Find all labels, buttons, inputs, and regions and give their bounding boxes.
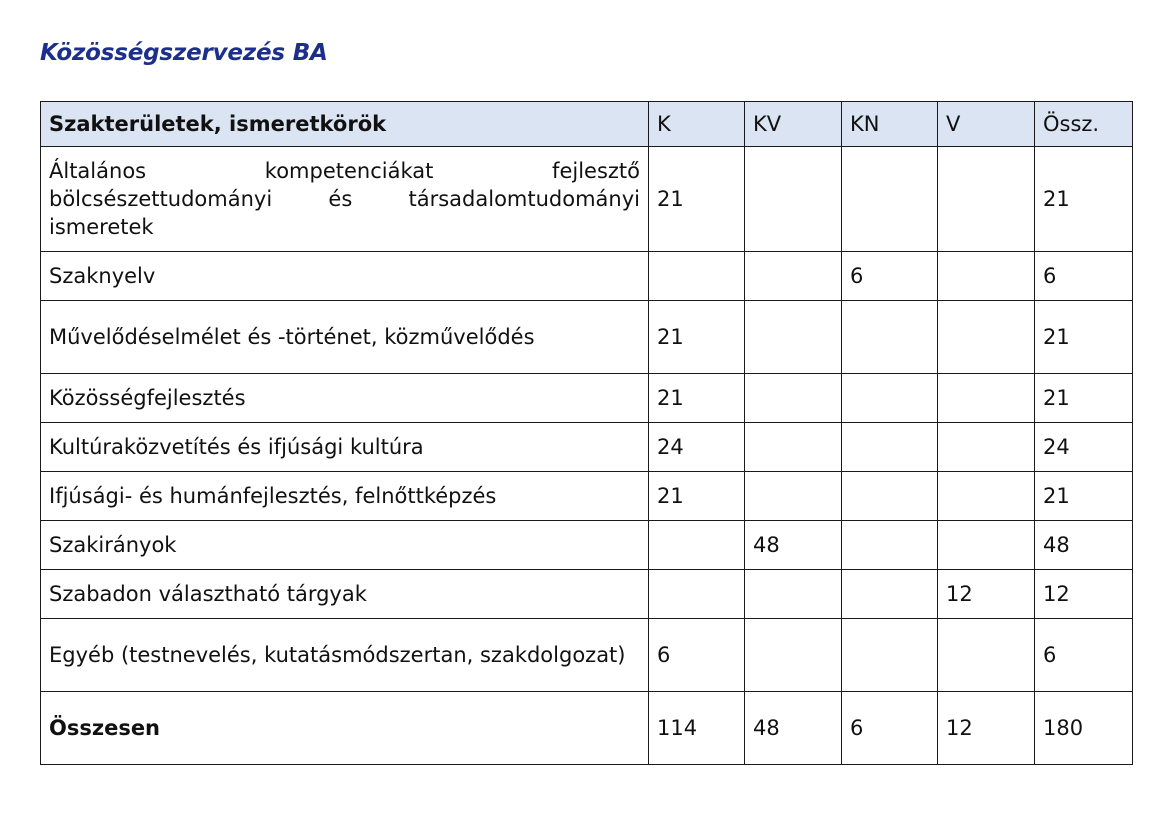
cell-total: 21 [1035, 147, 1133, 252]
cell-v [938, 252, 1035, 301]
cell-area: Szakirányok [41, 521, 649, 570]
cell-v [938, 301, 1035, 374]
cell-v [938, 619, 1035, 692]
cell-kn [842, 147, 938, 252]
cell-area: Ifjúsági- és humánfejlesztés, felnőttképzés [41, 472, 649, 521]
cell-area: Egyéb (testnevelés, kutatásmódszertan, szakdolgozat) [41, 619, 649, 692]
cell-kn [842, 301, 938, 374]
cell-area: Művelődéselmélet és -történet, közművelődés [41, 301, 649, 374]
cell-kv [745, 619, 842, 692]
cell-area: Általános kompetenciákat fejlesztő bölcsészettudományi és társadalomtudományi ismeretek [41, 147, 649, 252]
cell-kv [745, 472, 842, 521]
cell-k: 6 [649, 619, 745, 692]
cell-total: 48 [1035, 521, 1133, 570]
curriculum-table [40, 101, 1133, 765]
cell-kn [842, 472, 938, 521]
cell-kn [842, 521, 938, 570]
cell-total: 24 [1035, 423, 1133, 472]
cell-v [938, 423, 1035, 472]
cell-kv: 48 [745, 521, 842, 570]
total-kv: 48 [745, 692, 842, 765]
cell-total: 6 [1035, 252, 1133, 301]
cell-kn [842, 570, 938, 619]
cell-kv [745, 252, 842, 301]
table-row [41, 619, 1133, 692]
total-sum: 180 [1035, 692, 1133, 765]
table-row [41, 570, 1133, 619]
table-row [41, 521, 1133, 570]
cell-k [649, 521, 745, 570]
header-area: Szakterületek, ismeretkörök [41, 102, 649, 147]
cell-kn [842, 619, 938, 692]
table-row [41, 423, 1133, 472]
header-kn: KN [842, 102, 938, 147]
cell-total: 12 [1035, 570, 1133, 619]
cell-k: 21 [649, 472, 745, 521]
header-kv: KV [745, 102, 842, 147]
cell-v [938, 521, 1035, 570]
cell-area: Kultúraközvetítés és ifjúsági kultúra [41, 423, 649, 472]
cell-v [938, 472, 1035, 521]
header-v: V [938, 102, 1035, 147]
cell-k [649, 252, 745, 301]
table-row [41, 472, 1133, 521]
cell-k: 21 [649, 301, 745, 374]
header-k: K [649, 102, 745, 147]
cell-kn [842, 374, 938, 423]
cell-total: 6 [1035, 619, 1133, 692]
cell-area: Közösségfejlesztés [41, 374, 649, 423]
table-row [41, 147, 1133, 252]
table-header-row [41, 102, 1133, 147]
cell-total: 21 [1035, 374, 1133, 423]
table-row [41, 252, 1133, 301]
page-title: Közösségszervezés BA [40, 40, 328, 66]
cell-total: 21 [1035, 301, 1133, 374]
cell-k [649, 570, 745, 619]
total-label: Összesen [41, 692, 649, 765]
cell-kv [745, 423, 842, 472]
cell-v [938, 374, 1035, 423]
cell-v [938, 147, 1035, 252]
header-total: Össz. [1035, 102, 1133, 147]
cell-k: 24 [649, 423, 745, 472]
cell-kv [745, 374, 842, 423]
total-row [41, 692, 1133, 765]
cell-k: 21 [649, 374, 745, 423]
cell-v: 12 [938, 570, 1035, 619]
cell-kn: 6 [842, 252, 938, 301]
total-k: 114 [649, 692, 745, 765]
cell-kv [745, 301, 842, 374]
cell-k: 21 [649, 147, 745, 252]
total-v: 12 [938, 692, 1035, 765]
cell-kv [745, 570, 842, 619]
cell-kv [745, 147, 842, 252]
cell-area: Szaknyelv [41, 252, 649, 301]
cell-area: Szabadon választható tárgyak [41, 570, 649, 619]
cell-total: 21 [1035, 472, 1133, 521]
total-kn: 6 [842, 692, 938, 765]
table-row [41, 374, 1133, 423]
cell-kn [842, 423, 938, 472]
table-row [41, 301, 1133, 374]
